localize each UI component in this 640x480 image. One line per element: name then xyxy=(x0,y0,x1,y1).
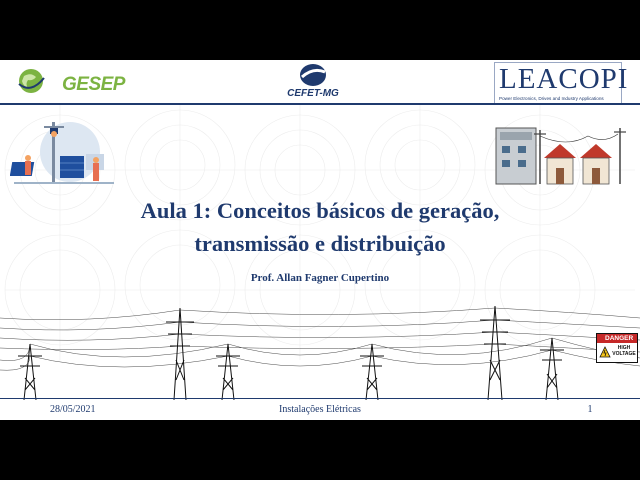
danger-sign-label: DANGER xyxy=(605,335,634,342)
slide xyxy=(0,60,640,420)
footer-date: 28/05/2021 xyxy=(50,404,96,415)
danger-sign-text xyxy=(611,345,637,357)
slide-title xyxy=(90,194,550,260)
leacopi-logo xyxy=(494,62,629,104)
cefet-mg-logo xyxy=(282,62,344,102)
header-divider xyxy=(0,103,640,105)
leacopi-logo-text: LEACOPI xyxy=(499,63,629,95)
cefet-logo-text: CEFET-MG xyxy=(287,88,339,99)
warning-triangle-icon xyxy=(599,346,611,358)
gesep-globe-icon xyxy=(16,66,46,96)
gesep-logo-text: GESEP xyxy=(62,74,125,95)
slide-title-line-2: transmissão e distribuição xyxy=(194,231,446,256)
leacopi-logo-subtitle: Power Electronics, Drives and Industry Applications xyxy=(499,96,604,101)
author-name: Prof. Allan Fagner Cupertino xyxy=(250,272,390,284)
danger-sign-line-1: HIGH xyxy=(617,345,631,351)
footer-divider xyxy=(0,398,640,399)
transmission-lines-illustration xyxy=(0,300,640,400)
slide-title-line-1: Aula 1: Conceitos básicos de geração, xyxy=(140,198,500,223)
danger-high-voltage-sign xyxy=(596,333,638,363)
danger-sign-line-2: VOLTAGE xyxy=(612,351,636,357)
solar-workers-illustration xyxy=(10,118,120,190)
houses-power-line-illustration xyxy=(492,122,632,186)
gesep-logo xyxy=(16,66,125,98)
cefet-swoosh-icon xyxy=(298,62,328,88)
footer-page-number: 1 xyxy=(587,404,593,415)
footer-course-name: Instalações Elétricas xyxy=(279,404,361,415)
